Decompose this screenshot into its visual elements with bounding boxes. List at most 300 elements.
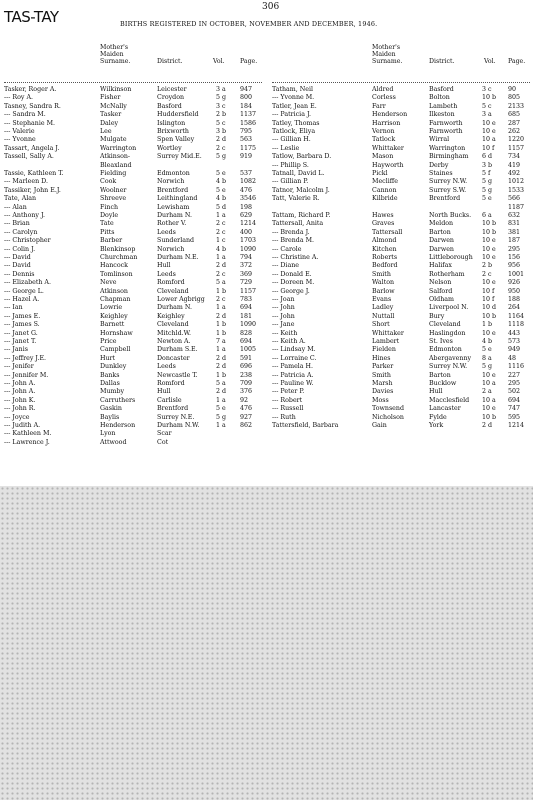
entry-volume: 2 c (216, 144, 226, 152)
entry-name: --- Robert (272, 396, 303, 404)
entry-name: --- Jennifer M. (4, 371, 49, 379)
entry-page: 694 (508, 396, 521, 404)
entry-name: --- Leslie (272, 144, 300, 152)
entry-name: Tattersfield, Barbara (272, 422, 339, 429)
left-vol-header: Vol. (213, 58, 225, 65)
entry-volume: 10 e (482, 329, 496, 337)
entry-name: --- Lindsay M. (272, 346, 316, 354)
entry-page: 476 (240, 186, 253, 194)
register-entry (4, 405, 266, 413)
entry-maiden-surname: Churchman (100, 254, 138, 261)
entry-name: --- Jenifer (4, 363, 34, 371)
register-entry (4, 195, 266, 203)
entry-name: --- Donald E. (272, 270, 312, 278)
entry-maiden-surname: Gaskin (100, 405, 122, 413)
entry-district: Mitchld.W. (157, 329, 191, 337)
entry-maiden-surname: Shreeve (100, 195, 127, 203)
entry-page: 632 (508, 212, 521, 219)
entry-name: --- Joyce (4, 413, 30, 421)
entry-volume: 10 f (482, 296, 495, 303)
entry-name: --- David (4, 262, 31, 270)
entry-district: Surrey N.W. (429, 178, 468, 186)
entry-maiden-surname: Mulgate (100, 136, 127, 144)
register-entry (4, 153, 266, 161)
entry-page: 262 (508, 128, 521, 135)
entry-page: 563 (240, 136, 253, 144)
entry-volume: 1 b (216, 371, 227, 379)
entry-page: 734 (508, 153, 521, 161)
entry-maiden-surname: Nuttall (372, 312, 395, 320)
register-entry (272, 338, 533, 346)
entry-name: --- John R. (4, 405, 36, 413)
entry-maiden-surname: Baylis (100, 413, 120, 421)
register-entry (272, 372, 533, 380)
entry-page: 956 (508, 262, 521, 270)
entry-district: Salford (429, 287, 453, 295)
entry-district: St. Ives (429, 338, 453, 345)
entry-page: 3546 (240, 195, 257, 203)
entry-district: Durham S.E. (157, 346, 198, 354)
entry-maiden-surname: Corless (372, 94, 396, 102)
entry-district: Hull (429, 388, 443, 396)
entry-page: 264 (508, 304, 521, 312)
entry-volume: 3 a (482, 111, 492, 119)
entry-maiden-surname: Davies (372, 388, 394, 396)
entry-name: Tattam, Richard P. (272, 212, 331, 219)
entry-name: --- Carolyn (4, 228, 38, 236)
entry-volume: 2 c (216, 296, 226, 303)
entry-maiden-surname: Tate (100, 220, 114, 228)
entry-district: Fylde (429, 413, 447, 421)
entry-volume: 5 e (216, 170, 226, 177)
entry-name: Tasney, Sandra R. (4, 102, 61, 110)
entry-volume: 5 g (482, 178, 493, 186)
entry-page: 1703 (240, 237, 257, 245)
entry-page: 947 (240, 86, 253, 93)
entry-district: Durham N. (157, 304, 193, 312)
entry-page: 2133 (508, 102, 525, 110)
entry-volume: 3 a (216, 86, 226, 93)
entry-volume: 1 a (216, 396, 226, 404)
entry-district: Newcastle T. (157, 371, 198, 379)
entry-name: Tattersall, Anita (272, 220, 324, 228)
entry-district: Cleveland (429, 321, 461, 329)
entry-page: 1137 (240, 111, 257, 119)
register-entry (4, 313, 266, 321)
register-entry (4, 355, 266, 363)
register-entry (4, 262, 266, 270)
entry-district: Romford (157, 279, 185, 287)
register-entry (4, 430, 266, 438)
register-entry (272, 187, 533, 195)
register-entry (4, 279, 266, 287)
entry-district: Wirral (429, 136, 450, 144)
entry-maiden-surname: Pickl (372, 170, 388, 177)
entry-volume: 3 b (216, 128, 227, 135)
entry-district: Farnworth (429, 128, 463, 135)
right-maiden-header: Mother's Maiden Surname. (372, 44, 403, 65)
entry-name: Tassiker, John E.J. (4, 186, 61, 194)
register-entry (4, 304, 266, 312)
entry-volume: 6 d (482, 153, 493, 161)
entry-maiden-surname: Ladley (372, 304, 394, 312)
entry-page: 927 (240, 413, 253, 421)
entry-volume: 1 a (216, 254, 226, 261)
entry-name: --- Ian (4, 304, 23, 312)
entry-maiden-surname: Whittaker (372, 144, 404, 152)
entry-maiden-surname: Atkinson (100, 287, 128, 295)
entry-name: --- Sandra M. (4, 111, 46, 119)
page-number: 306 (262, 2, 280, 12)
entry-volume: 5 g (216, 94, 227, 102)
entry-page: 795 (240, 128, 253, 135)
entry-name: --- David (4, 254, 31, 261)
entry-maiden-surname: Moss (372, 396, 389, 404)
register-entry (4, 86, 266, 94)
entry-volume: 5 g (216, 153, 227, 161)
entry-name: Tatley, Thomas (272, 119, 320, 127)
register-entry (4, 229, 266, 237)
entry-volume: 5 a (216, 279, 226, 287)
entry-page: 187 (508, 237, 521, 245)
entry-page: 566 (508, 195, 521, 203)
entry-maiden-surname: Mecliffe (372, 178, 398, 186)
entry-page: 694 (240, 304, 253, 312)
entry-district: Farnworth (429, 119, 463, 127)
register-entry (272, 313, 533, 321)
register-entry (272, 103, 533, 111)
entry-district: Edmonton (157, 170, 190, 177)
register-entry (4, 372, 266, 380)
entry-volume: 1 a (216, 346, 226, 354)
entry-volume: 1 b (216, 321, 227, 329)
entry-district: Darwen (429, 245, 454, 253)
entry-name: Tatler, Jean E. (272, 102, 317, 110)
entry-page: 537 (240, 170, 253, 177)
entry-district: Surrey N.E. (157, 413, 195, 421)
register-entry (272, 220, 533, 228)
entry-district: Meldon (429, 220, 454, 228)
register-entry (272, 422, 533, 430)
entry-volume: 2 d (216, 354, 227, 362)
entry-name: --- Roy A. (4, 94, 34, 102)
entry-district: Brentford (157, 405, 189, 413)
entry-maiden-surname: Almond (372, 237, 397, 245)
entry-district: Bury (429, 312, 445, 320)
entry-district: Basford (157, 102, 182, 110)
entry-maiden-surname: Mason (372, 153, 394, 161)
entry-maiden-surname: Hurt (100, 354, 116, 362)
entry-page: 800 (240, 94, 253, 102)
entry-volume: 1 b (216, 287, 227, 295)
entry-volume: 10 b (482, 220, 497, 228)
entry-name: --- Dennis (4, 270, 35, 278)
entry-name: --- Christine A. (272, 254, 319, 261)
entry-volume: 1 a (216, 212, 226, 219)
entry-maiden-surname: Blenkinsop (100, 245, 136, 253)
entry-page: 502 (508, 388, 521, 396)
entry-district: Durham N. (157, 212, 193, 219)
register-entry (272, 170, 533, 178)
entry-district: Keighley (157, 312, 185, 320)
entry-name: --- Diane (272, 262, 299, 270)
entry-district: Surrey Mid.E. (157, 153, 202, 161)
entry-maiden-surname: Evans (372, 296, 392, 303)
entry-volume: 1 a (216, 304, 226, 312)
entry-district: Carlisle (157, 396, 182, 404)
entry-district: Littleborough (429, 254, 473, 261)
register-entry (272, 414, 533, 422)
entry-page: 376 (240, 388, 253, 396)
register-entry (4, 397, 266, 405)
entry-maiden-surname: Kilbride (372, 195, 398, 203)
register-entry (272, 229, 533, 237)
entry-name: --- Stephanie M. (4, 119, 56, 127)
entry-volume: 4 b (216, 245, 227, 253)
entry-volume: 5 c (482, 102, 492, 110)
entry-volume: 2 c (216, 228, 226, 236)
entry-volume: 2 d (216, 312, 227, 320)
entry-district: Bolton (429, 94, 450, 102)
entry-name: --- Brenda J. (272, 228, 310, 236)
entry-name: --- John (272, 312, 295, 320)
entry-maiden-surname: Lee (100, 128, 112, 135)
entry-volume: 2 b (216, 111, 227, 119)
entry-maiden-surname: Tomlinson (100, 270, 133, 278)
register-entry (4, 162, 266, 170)
entry-district: Wortley (157, 144, 182, 152)
entry-page: 1220 (508, 136, 525, 144)
entry-page: 369 (240, 270, 253, 278)
entry-name: --- John K. (4, 396, 36, 404)
entry-page: 862 (240, 422, 253, 429)
entry-page: 1005 (240, 346, 257, 354)
entry-maiden-surname: Fielden (372, 346, 396, 354)
entry-name: --- Peter P. (272, 388, 305, 396)
entry-volume: 8 a (482, 354, 492, 362)
entry-name: --- Carole (272, 245, 302, 253)
entry-district: Spen Valley (157, 136, 195, 144)
entry-maiden-surname: Hawes (372, 212, 394, 219)
entry-name: --- Janet G. (4, 329, 38, 337)
entry-district: Barton (429, 228, 451, 236)
entry-district: Norwich (157, 178, 185, 186)
entry-volume: 1 c (216, 237, 226, 245)
entry-district: Ilkeston (429, 111, 455, 119)
entry-volume: 10 f (482, 287, 495, 295)
register-entry (272, 145, 533, 153)
entry-district: Leeds (157, 228, 176, 236)
entry-district: Sunderland (157, 237, 195, 245)
entry-district: Nelson (429, 279, 452, 287)
entry-name: --- Keith (272, 329, 298, 337)
entry-maiden-surname: Price (100, 338, 117, 345)
entry-page: 1214 (240, 220, 257, 228)
entry-maiden-surname: Aldred (372, 86, 394, 93)
entry-page: 372 (240, 262, 253, 270)
entry-page: 92 (240, 396, 249, 404)
register-entry (4, 170, 266, 178)
entry-district: Edmonton (429, 346, 462, 354)
entry-page: 48 (508, 354, 517, 362)
entry-maiden-surname: Banks (100, 371, 120, 379)
entry-volume: 3 c (482, 86, 492, 93)
entry-volume: 1 a (216, 422, 226, 429)
entry-volume: 1 b (482, 321, 493, 329)
entry-page: 381 (508, 228, 521, 236)
entry-volume: 10 e (482, 371, 496, 379)
entry-maiden-surname: Tatlock (372, 136, 396, 144)
entry-district: Newton A. (157, 338, 191, 345)
entry-district: Staines (429, 170, 453, 177)
entry-name: Tasker, Roger A. (4, 86, 57, 93)
entry-district: Macclesfield (429, 396, 470, 404)
entry-maiden-surname: Lowrie (100, 304, 123, 312)
entry-district: Croydon (157, 94, 185, 102)
register-entry (4, 330, 266, 338)
entry-maiden-surname: Marsh (372, 380, 393, 387)
entry-name: --- George L. (4, 287, 44, 295)
entry-maiden-surname: Warrington (100, 144, 137, 152)
register-entry (272, 330, 533, 338)
entry-volume: 2 d (482, 422, 493, 429)
register-entry (4, 363, 266, 371)
entry-volume: 10 e (482, 405, 496, 413)
entry-volume: 1 b (216, 329, 227, 337)
entry-district: Durham N.W. (157, 422, 200, 429)
entry-page: 1116 (508, 363, 525, 371)
entry-name: --- Lawrence J. (4, 438, 50, 446)
register-title: BIRTHS REGISTERED IN OCTOBER, NOVEMBER AND DECEMBER, 1946. (120, 20, 378, 28)
register-entry (272, 363, 533, 371)
entry-volume: 5 a (216, 380, 226, 387)
entry-name: --- Anthony J. (4, 212, 46, 219)
entry-name: Tate, Alan (4, 195, 37, 203)
register-entry (272, 288, 533, 296)
entry-volume: 2 d (216, 388, 227, 396)
entry-district: Derby (429, 161, 449, 169)
entry-name: --- John A. (4, 380, 36, 387)
entry-district: Norwich (157, 245, 185, 253)
entry-district: Barton (429, 371, 451, 379)
entry-district: Darwen (429, 237, 454, 245)
entry-maiden-surname: Farr (372, 102, 386, 110)
entry-maiden-surname: Barber (100, 237, 123, 245)
register-entry (4, 254, 266, 262)
entry-name: --- Doreen M. (272, 279, 315, 287)
entry-district: North Bucks. (429, 212, 472, 219)
entry-district: Liverpool N. (429, 304, 469, 312)
entry-page: 926 (508, 279, 521, 287)
register-entry (272, 321, 533, 329)
left-header-rule (4, 82, 262, 83)
register-entry (272, 204, 533, 212)
entry-volume: 3 c (216, 102, 226, 110)
entry-volume: 5 c (216, 119, 226, 127)
entry-name: --- Gillian H. (272, 136, 311, 144)
entry-page: 188 (508, 296, 521, 303)
entry-volume: 10 e (482, 128, 496, 135)
entry-maiden-surname: Tattersall (372, 228, 403, 236)
register-entry (272, 195, 533, 203)
register-entry (272, 262, 533, 270)
entry-volume: 2 b (482, 262, 493, 270)
entry-page: 595 (508, 413, 521, 421)
register-entry (272, 111, 533, 119)
entry-maiden-surname: Vernon (372, 128, 395, 135)
entry-maiden-surname: Hancock (100, 262, 128, 270)
entry-district: Rotherham (429, 270, 465, 278)
entry-district: Cot (157, 438, 169, 446)
entry-maiden-surname: Barlow (372, 287, 395, 295)
entry-volume: 5 e (216, 186, 226, 194)
entry-maiden-surname: Campbell (100, 346, 131, 354)
entry-name: --- Ruth (272, 413, 296, 421)
register-entry (272, 246, 533, 254)
entry-name: --- Lorraine C. (272, 354, 317, 362)
register-entry (4, 220, 266, 228)
entry-district: Hull (157, 388, 171, 396)
entry-volume: 10 b (482, 94, 497, 102)
entry-district: Romford (157, 380, 185, 387)
entry-volume: 2 d (216, 363, 227, 371)
entry-district: Warrington (429, 144, 466, 152)
entry-name: --- Pauline W. (272, 380, 314, 387)
entry-district: Leeds (157, 363, 176, 371)
entry-volume: 5 d (216, 203, 227, 211)
entry-maiden-surname: Carruthers (100, 396, 136, 404)
entry-maiden-surname: Nicholson (372, 413, 404, 421)
register-entry (272, 237, 533, 245)
entry-district: Islington (157, 119, 186, 127)
register-entry (272, 380, 533, 388)
entry-name: --- Keith A. (272, 338, 306, 345)
entry-district: Brentford (429, 195, 461, 203)
entry-district: Brentford (157, 186, 189, 194)
entry-volume: 5 e (482, 195, 492, 203)
entry-volume: 2 c (482, 270, 492, 278)
entry-name: --- Alan (4, 203, 27, 211)
register-entry (4, 212, 266, 220)
entry-district: Doncaster (157, 354, 190, 362)
entry-maiden-surname: Keighley (100, 312, 128, 320)
register-entry (272, 162, 533, 170)
entry-maiden-surname: Henderson (372, 111, 408, 119)
register-entry (272, 212, 533, 220)
entry-maiden-surname: Mumby (100, 388, 125, 396)
register-entry (4, 136, 266, 144)
entry-page: 805 (508, 94, 521, 102)
entry-name: --- Joan (272, 296, 295, 303)
entry-volume: 10 e (482, 119, 496, 127)
register-entry (272, 355, 533, 363)
register-entry (4, 414, 266, 422)
entry-page: 1187 (508, 203, 525, 211)
register-entry (272, 128, 533, 136)
entry-name: --- Pamela H. (272, 363, 314, 371)
entry-maiden-surname: Woolner (100, 186, 127, 194)
entry-page: 1118 (508, 321, 525, 329)
entry-district: Basford (429, 86, 454, 93)
entry-maiden-surname: Henderson (100, 422, 136, 429)
surname-range-label: TAS-TAY (4, 8, 59, 26)
entry-volume: 7 a (216, 338, 226, 345)
register-entry (4, 439, 266, 447)
entry-volume: 2 c (216, 270, 226, 278)
entry-page: 1164 (508, 312, 525, 320)
entry-page: 783 (240, 296, 253, 303)
entry-volume: 2 d (216, 262, 227, 270)
